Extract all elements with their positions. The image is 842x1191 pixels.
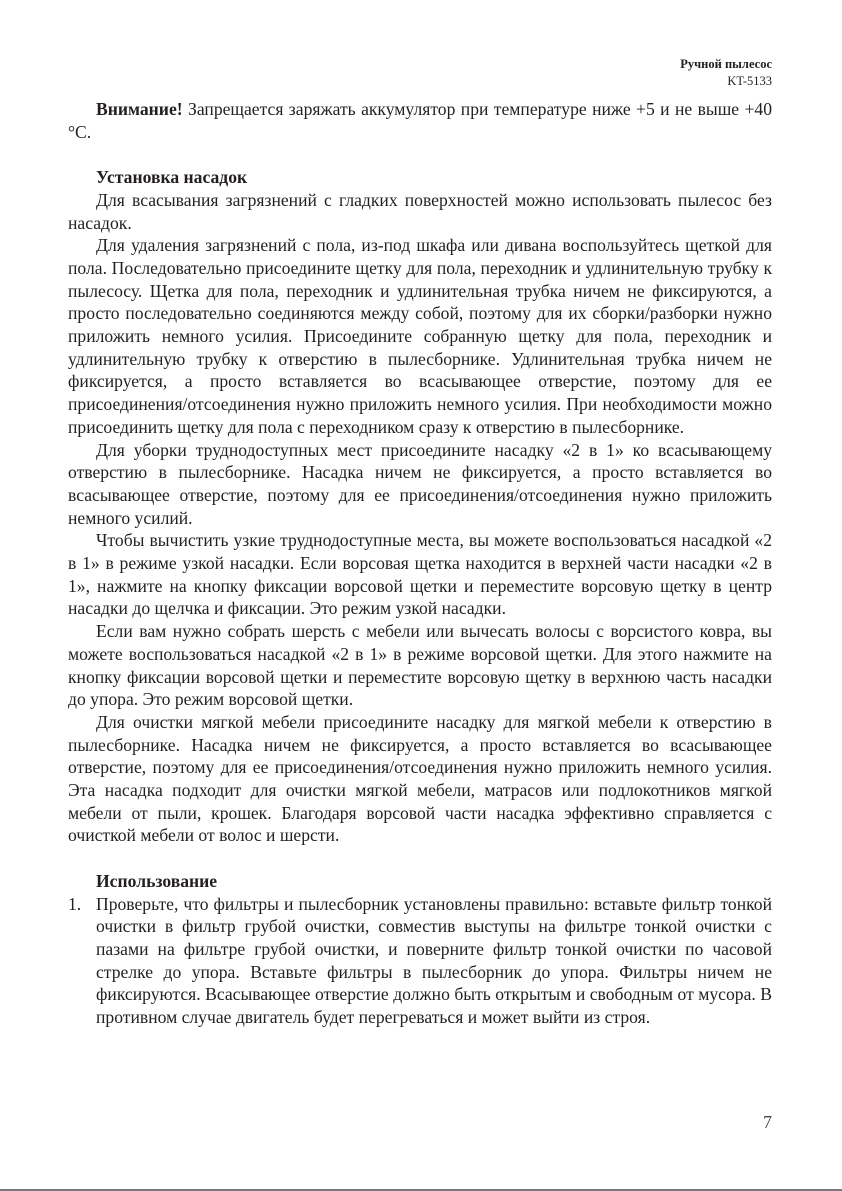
list-item bbox=[68, 893, 772, 1029]
step-number: 1. bbox=[68, 893, 82, 914]
paragraph: Для всасывания загрязнений с гладких поверхностей можно использовать пылесос без насадок. bbox=[68, 189, 772, 233]
spacer bbox=[68, 847, 772, 870]
section-heading-usage: Использование bbox=[96, 870, 218, 891]
body-text bbox=[68, 98, 772, 1029]
warning-text: Запрещается заряжать аккумулятор при температуре ниже +5 и не выше +40 °С. bbox=[68, 99, 772, 142]
running-header bbox=[680, 56, 772, 90]
paragraph: Для очистки мягкой мебели присоедините насадку для мягкой мебели к отверстию в пылесборнике. Насадка ничем не фиксируется, а просто вставляется во всасывающее отверстие, поэтому для ее присоединения/отсоединения нужно приложить немного усилия. Эта насадка подходит для очистки мягкой мебели, матрасов или подлокотников мягкой мебели от пыли, крошек. Благодаря ворсовой части насадка эффективно справляется с очисткой мебели от волос и шерсти. bbox=[68, 711, 772, 846]
header-model: KT-5133 bbox=[727, 74, 772, 88]
header-title: Ручной пылесос bbox=[680, 57, 772, 71]
paragraph: Для удаления загрязнений с пола, из-под шкафа или дивана воспользуйтесь щеткой для пола. Последовательно присоедините щетку для пола, переходник и удлинительную трубку к пылесосу. Щетка для пола, переходник и удлинительная трубка ничем не фиксируются, а просто последовательно соединяются между собой, поэтому для их сборки/разборки нужно приложить немного усилия. Присоедините собранную щетку для пола, переходник и удлинительную трубку к отверстию в пылесборнике. Удлинительная трубка ничем не фиксируется, а просто вставляется во всасывающее отверстие, поэтому для ее присоединения/отсоединения нужно приложить немного усилия. При необходимости можно присоединить щетку для пола с переходником сразу к отверстию в пылесборнике. bbox=[68, 235, 772, 437]
spacer bbox=[68, 143, 772, 166]
paragraph: Если вам нужно собрать шерсть с мебели или вычесать волосы с ворсистого ковра, вы можете воспользоваться насадкой «2 в 1» в режиме ворсовой щетки. Для этого нажмите на кнопку фиксации ворсовой щетки и переместите ворсовую щетку в верхнюю часть насадки до упора. Это режим ворсовой щетки. bbox=[68, 621, 772, 710]
section-heading-nozzles: Установка насадок bbox=[96, 167, 248, 188]
paragraph: Для уборки труднодоступных мест присоедините насадку «2 в 1» ко всасывающему отверстию в пылесборнике. Насадка ничем не фиксируется, а просто вставляется во всасывающее отверстие, поэтому для ее присоединения/отсоединения нужно приложить немного усилий. bbox=[68, 439, 772, 528]
page-number: 7 bbox=[763, 1112, 772, 1132]
usage-steps-list bbox=[68, 893, 772, 1029]
step-text: Проверьте, что фильтры и пылесборник установлены правильно: вставьте фильтр тонкой очистки в фильтр грубой очистки, совместив выступы на фильтре тонкой очистки с пазами на фильтре грубой очистки, и поверните фильтр тонкой очистки по часовой стрелке до упора. Вставьте фильтры в пылесборник до упора. Фильтры ничем не фиксируются. Всасывающее отверстие должно быть открытым и свободным от мусора. В противном случае двигатель будет перегреваться и может выйти из строя. bbox=[96, 893, 772, 1028]
warning-paragraph bbox=[68, 98, 772, 143]
paragraph: Чтобы вычистить узкие труднодоступные места, вы можете воспользоваться насадкой «2 в 1» в режиме узкой насадки. Если ворсовая щетка находится в верхней части насадки «2 в 1», нажмите на кнопку фиксации ворсовой щетки и переместите ворсовую щетку в центр насадки до щелчка и фиксации. Это режим узкой насадки. bbox=[68, 530, 772, 619]
warning-label: Внимание! bbox=[96, 99, 183, 119]
